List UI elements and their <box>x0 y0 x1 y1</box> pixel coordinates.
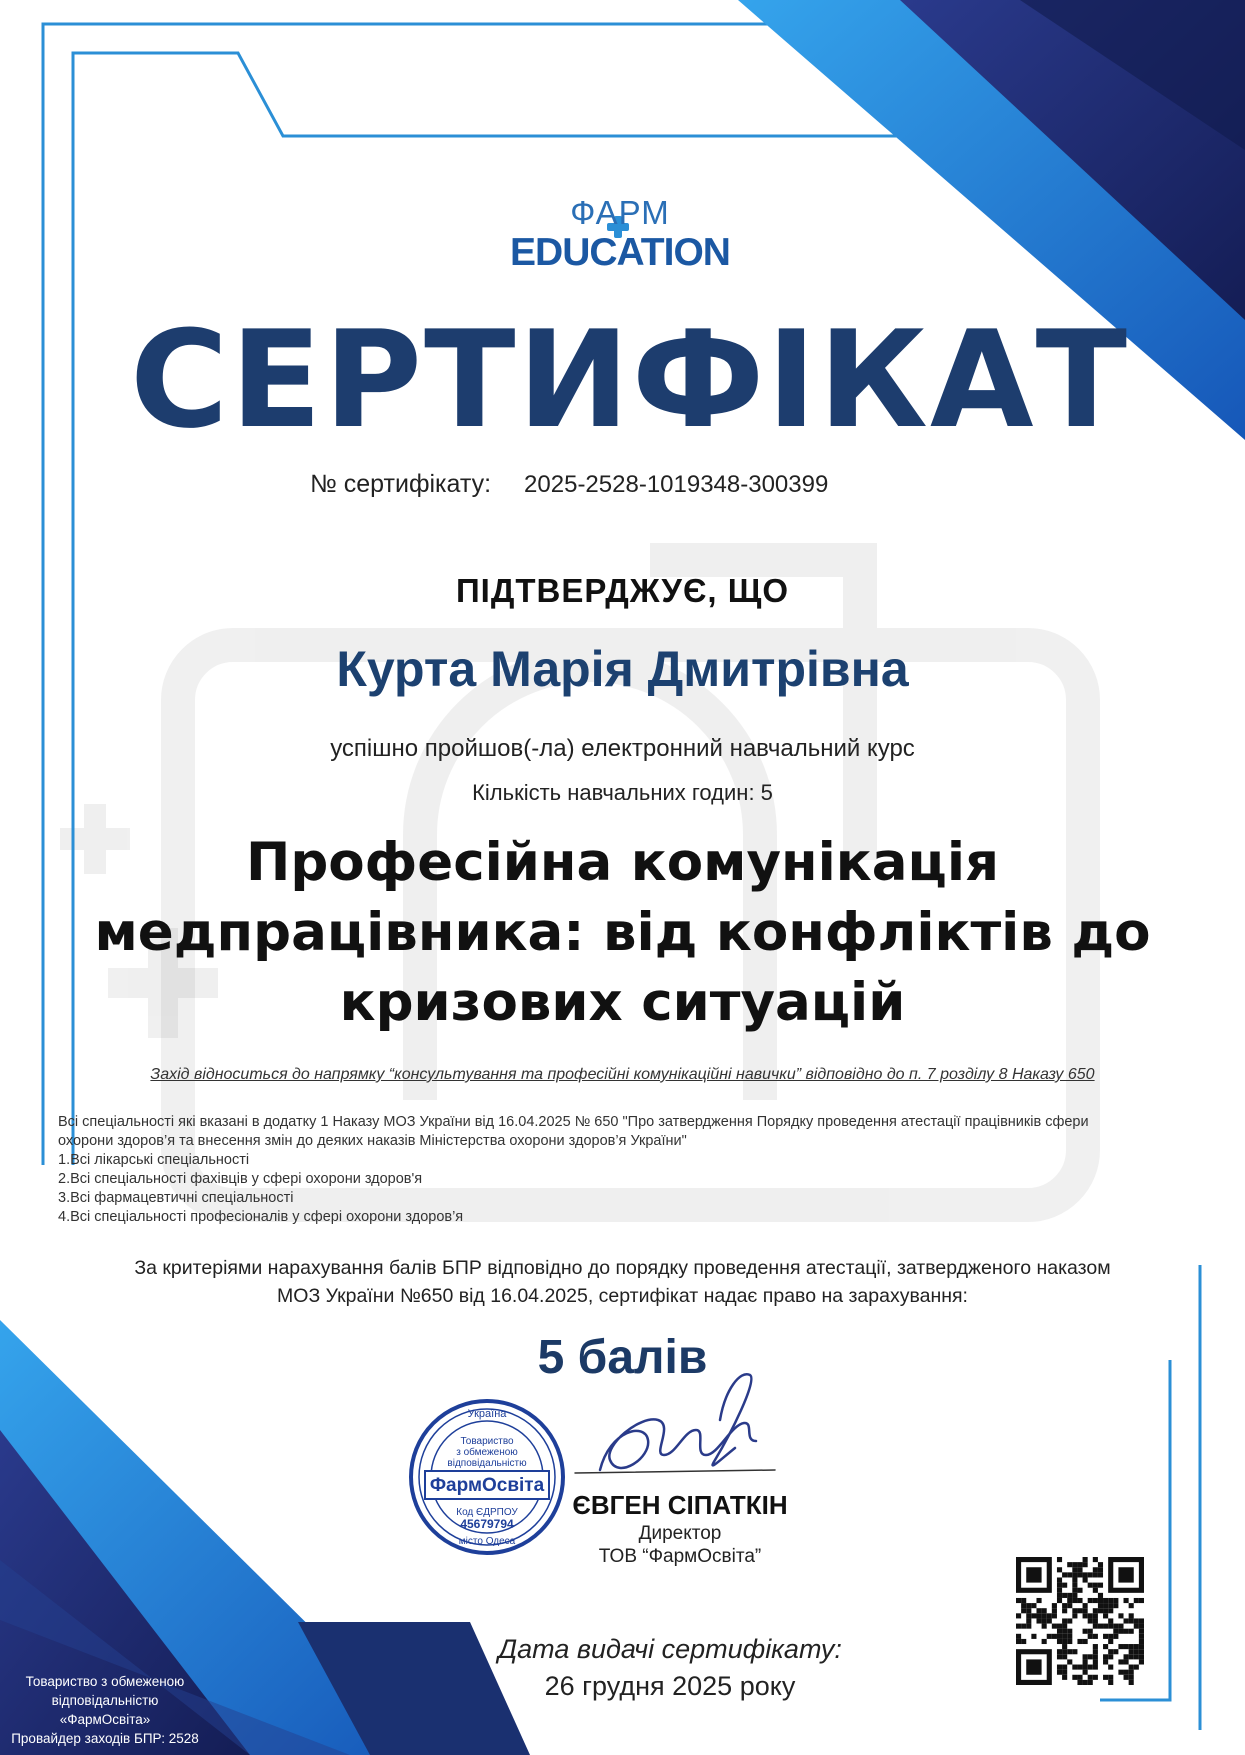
company-stamp <box>411 1401 563 1553</box>
footer-line: Провайдер заходів БПР: 2528 <box>11 1731 199 1746</box>
signatory-role: Директор <box>638 1523 722 1544</box>
course-title <box>60 828 1185 1038</box>
stamp-line-3: відповідальністю <box>447 1458 527 1469</box>
stamp-bottom-text: місто Одеса <box>458 1536 516 1547</box>
criteria-line: За критеріями нарахування балів БПР відповідно до порядку проведення атестації, затвердженого наказом <box>134 1257 1111 1279</box>
stamp-code: 45679794 <box>460 1517 514 1531</box>
issue-date-label: Дата видачі сертифікату: <box>498 1634 842 1664</box>
criteria-text <box>80 1254 1165 1310</box>
logo-line-1: ФАРМ <box>570 194 670 231</box>
signatory-organization: ТОВ “ФармОсвіта” <box>598 1546 762 1567</box>
footer-line: Товариство з обмеженою <box>25 1674 185 1689</box>
cpd-points: 5 балів <box>537 1331 708 1384</box>
specialties-line: 1.Всі лікарські спеціальності <box>58 1152 250 1168</box>
director-signature <box>575 1374 775 1473</box>
person-name: Курта Марія Дмитрівна <box>336 641 909 697</box>
provider-footer <box>5 1672 205 1748</box>
qr-code <box>1016 1557 1144 1685</box>
specialties-line: 4.Всі спеціальності професіоналів у сфері охорони здоров’я <box>58 1209 464 1225</box>
certificate-title: СЕРТИФІКАТ <box>130 302 1130 458</box>
study-hours: Кількість навчальних годин: 5 <box>472 780 773 805</box>
specialties-line: Всі спеціальності які вказані в додатку 1 Наказу МОЗ України від 16.04.2025 № 650 "Про затвердження Порядку проведення атестації працівників сфери <box>58 1114 1089 1130</box>
specialties-list <box>58 1113 1193 1227</box>
footer-line: «ФармОсвіта» <box>59 1712 151 1727</box>
stamp-top-text: Україна <box>467 1408 507 1420</box>
confirms-heading: ПІДТВЕРДЖУЄ, ЩО <box>455 572 790 609</box>
course-title-line: Професійна комунікація <box>245 832 1000 893</box>
signatory-name: ЄВГЕН СІПАТКІН <box>572 1490 788 1520</box>
course-title-line: медпрацівника: від конфліктів до <box>94 902 1151 963</box>
specialties-line: 3.Всі фармацевтичні спеціальності <box>58 1190 294 1206</box>
stamp-line-1: Товариство <box>460 1436 514 1447</box>
stamp-code-label: Код ЄДРПОУ <box>456 1507 518 1518</box>
stamp-line-2: з обмеженою <box>456 1447 518 1458</box>
certificate-number-label: № сертифікату: <box>310 470 492 498</box>
issue-date-value: 26 грудня 2025 року <box>544 1671 796 1701</box>
passed-course-text: успішно пройшов(-ла) електронний навчальний курс <box>330 735 915 762</box>
direction-note: Захід відноситься до напрямку “консультування та професійні комунікаційні навички” відповідно до п. 7 розділу 8 Наказу 650 <box>150 1066 1095 1083</box>
criteria-line: МОЗ України №650 від 16.04.2025, сертифікат надає право на зарахування: <box>277 1285 968 1307</box>
stamp-company-name: ФармОсвіта <box>429 1475 545 1496</box>
course-title-line: кризових ситуацій <box>339 972 906 1033</box>
certificate-number-value: 2025-2528-1019348-300399 <box>524 471 829 498</box>
specialties-line: охорони здоров’я та внесення змін до деяких наказів Міністерства охорони здоров’я України" <box>58 1133 687 1149</box>
certificate-number <box>310 470 1010 499</box>
pharm-education-logo <box>470 195 770 275</box>
logo-line-2: EDUCATION <box>510 231 730 274</box>
footer-line: відповідальністю <box>51 1693 159 1708</box>
specialties-line: 2.Всі спеціальності фахівців у сфері охорони здоров'я <box>58 1171 423 1187</box>
